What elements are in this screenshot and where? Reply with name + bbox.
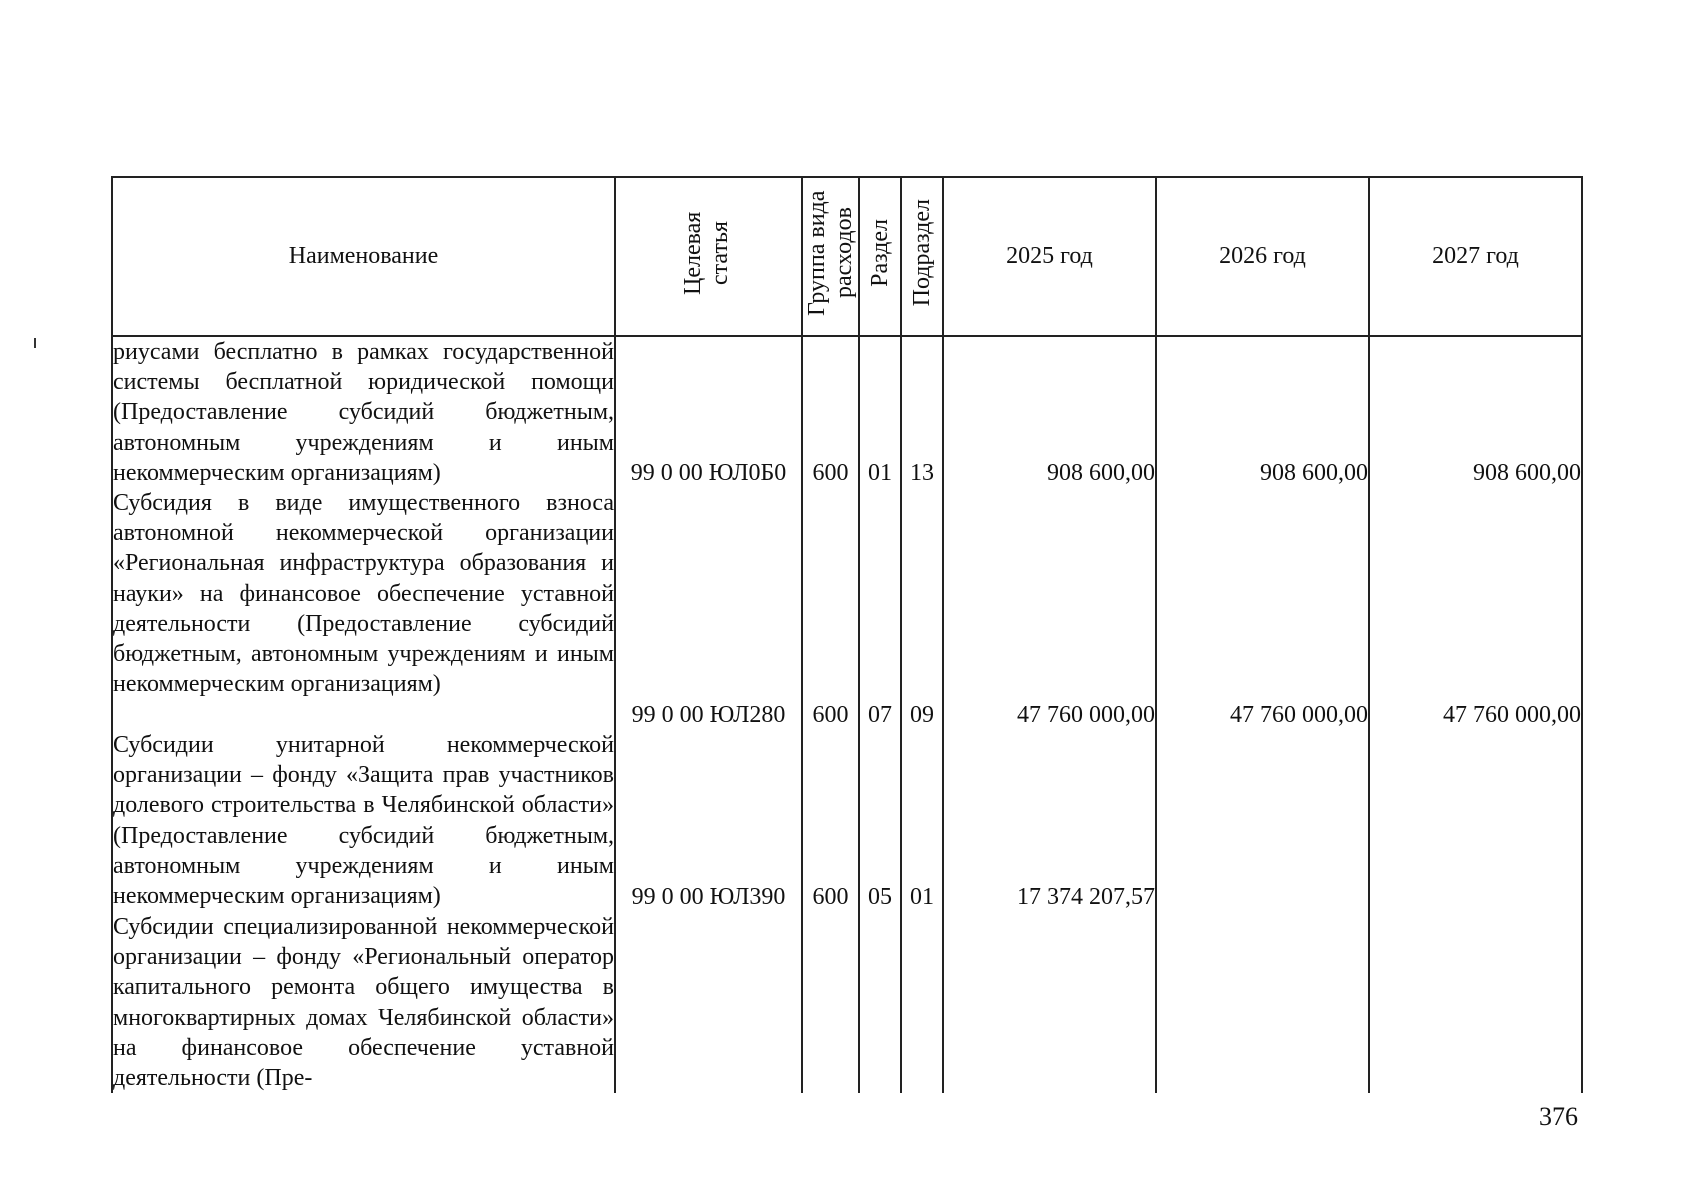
header-year-2026: 2026 год [1156,177,1369,336]
table-header [112,177,1582,336]
header-year-2025: 2025 год [943,177,1156,336]
row-group [802,912,859,1093]
row-2025: 47 760 000,00 [943,488,1156,730]
row-2026 [1156,912,1369,1093]
row-code: 99 0 00 ЮЛ280 [615,488,802,730]
row-group: 600 [802,730,859,912]
header-expense-group: Группа вида расходов [802,177,859,336]
row-2027 [1369,730,1582,912]
row-code [615,912,802,1093]
row-2027: 47 760 000,00 [1369,488,1582,730]
row-code: 99 0 00 ЮЛ390 [615,730,802,912]
header-target-article: Целевая статья [615,177,802,336]
table-row [112,730,1582,912]
table-row [112,912,1582,1093]
row-name: Субсидия в виде имущественного взноса автономной некоммерческой организации «Региональная инфраструктура образования и науки» на финансовое обеспечение уставной деятельности (Предоставление субсидий бюджетным, автономным учреждениям и иным некоммерческим организациям) [112,488,615,730]
row-subsection: 09 [901,488,943,730]
header-name: Наименование [112,177,615,336]
row-2026: 908 600,00 [1156,336,1369,488]
row-name: риусами бесплатно в рамках государственной системы бесплатной юридической помощи (Предоставление субсидий бюджетным, автономным учреждениям и иным некоммерческим организациям) [112,336,615,488]
header-section: Раздел [859,177,901,336]
row-section: 01 [859,336,901,488]
row-section: 05 [859,730,901,912]
row-name: Субсидии унитарной некоммерческой организации – фонду «Защита прав участников долевого строительства в Челябинской области» (Предоставление субсидий бюджетным, автономным учреждениям и иным некоммерческим организациям) [112,730,615,912]
row-2026: 47 760 000,00 [1156,488,1369,730]
table-row [112,488,1582,730]
header-subsection: Подраздел [901,177,943,336]
table-row [112,336,1582,488]
row-2027: 908 600,00 [1369,336,1582,488]
row-2025 [943,912,1156,1093]
row-code: 99 0 00 ЮЛ0Б0 [615,336,802,488]
header-year-2027: 2027 год [1369,177,1582,336]
row-2025: 908 600,00 [943,336,1156,488]
row-group: 600 [802,336,859,488]
row-subsection [901,912,943,1093]
row-subsection: 13 [901,336,943,488]
margin-mark [34,338,36,348]
row-2026 [1156,730,1369,912]
row-name: Субсидии специализированной некоммерческой организации – фонду «Региональный оператор капитального ремонта общего имущества в многоквартирных домах Челябинской области» на финансовое обеспечение уставной деятельности (Пре- [112,912,615,1093]
row-2027 [1369,912,1582,1093]
page-number: 376 [1539,1102,1578,1131]
row-group: 600 [802,488,859,730]
budget-table [111,176,1583,1093]
row-section [859,912,901,1093]
row-subsection: 01 [901,730,943,912]
row-2025: 17 374 207,57 [943,730,1156,912]
row-section: 07 [859,488,901,730]
